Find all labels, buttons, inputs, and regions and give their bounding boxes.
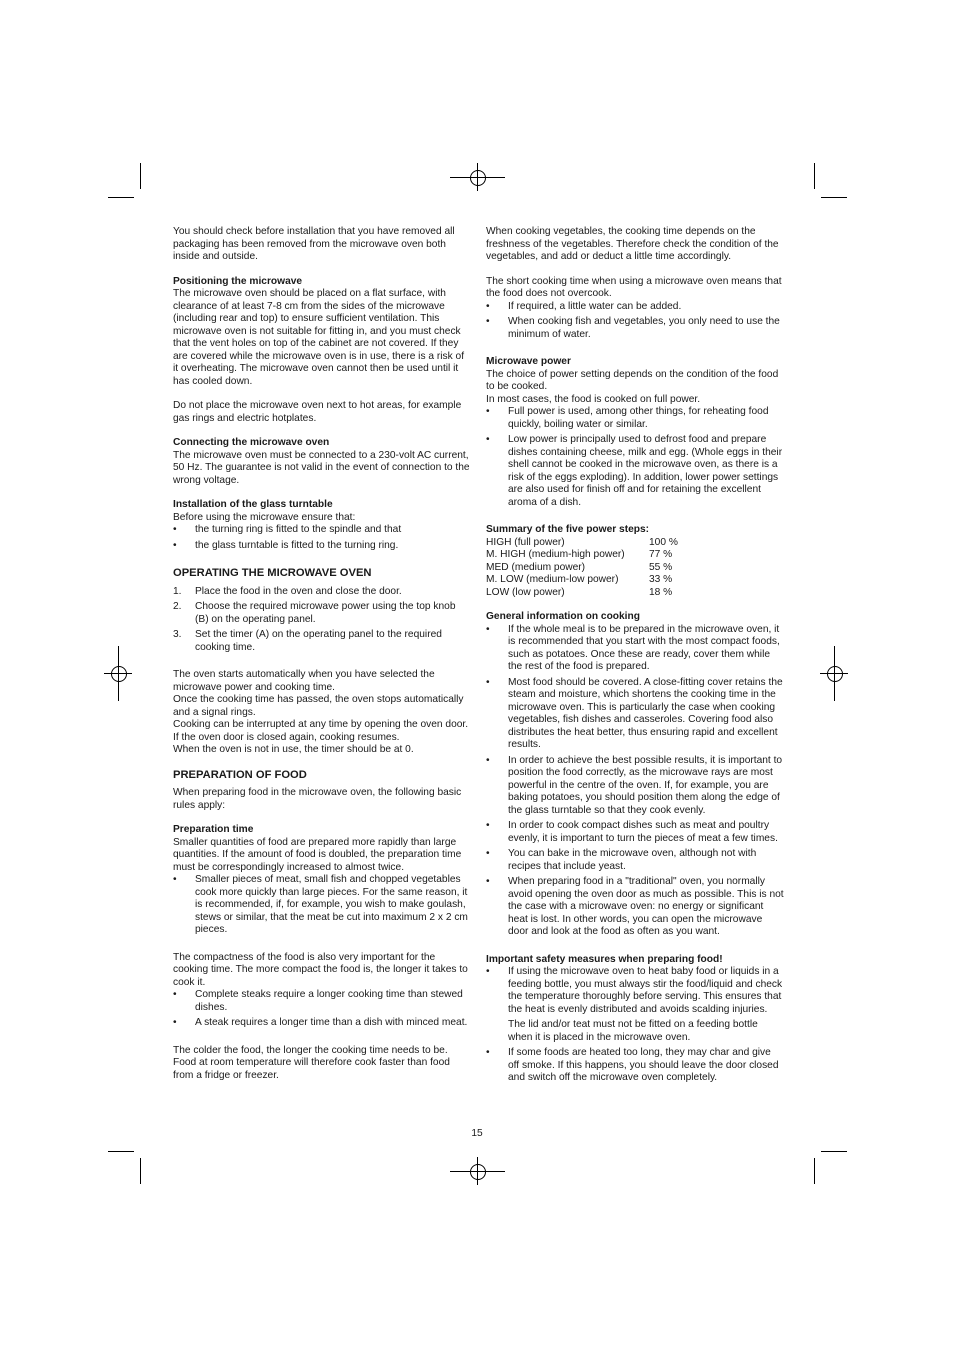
safety-list [486, 966, 784, 1085]
list-item: 1. Place the food in the oven and close the door. [173, 585, 402, 597]
compactness-paragraph: The compactness of the food is also very important for the cooking time. The more compact the food is, the longer it takes to cook it. [173, 951, 468, 988]
power-paragraph-2: In most cases, the food is cooked on full power. [486, 393, 701, 405]
crop-mark [108, 1151, 134, 1152]
crop-mark [821, 197, 847, 198]
table-row: M. LOW (medium-low power) 33 % [486, 574, 673, 585]
crop-mark [814, 163, 815, 189]
left-column [173, 226, 471, 1082]
safety-heading: Important safety measures when preparing food! [486, 953, 723, 965]
list-item: • If using the microwave oven to heat baby food or liquids in a feeding bottle, you must always stir the food/liquid and check the temperature thoroughly before serving. This ensures that the heat is evenly distributed and avoids scalding injuries. The lid and/or teat must not be fitted on a feeding bottle when it is placed in the microwave oven. [486, 966, 783, 1043]
general-list [486, 624, 784, 939]
table-row: M. HIGH (medium-high power) 77 % [486, 549, 673, 560]
list-item: 3. Set the timer (A) on the operating panel to the required cooking time. [173, 629, 442, 653]
positioning-heading: Positioning the microwave [173, 275, 303, 287]
cold-food-paragraph: The colder the food, the longer the cooking time needs to be. Food at room temperature will therefore cook faster than food from a fridge or freezer. [173, 1044, 450, 1081]
summary-heading: Summary of the five power steps: [486, 524, 650, 535]
list-item: • If the whole meal is to be prepared in the microwave oven, it is recommended that you start with the most compact foods, such as potatoes. Once these are ready, cover them while the rest of the food is prepared. [486, 623, 780, 672]
operating-paragraph: Cooking can be interrupted at any time by opening the oven door. If the oven door is closed again, cooking resumes. [173, 719, 469, 743]
operating-steps [173, 586, 471, 655]
list-item: • When cooking fish and vegetables, you only need to use the minimum of water. [486, 316, 780, 340]
list-item: • In order to achieve the best possible results, it is important to position the food correctly, as the microwave rays are most powerful in the centre of the oven. If, for example, you are baking potatoes, you should position them along the edge of the glass turntable so that they cook evenly. [486, 754, 783, 816]
power-heading: Microwave power [486, 356, 571, 367]
compactness-list [173, 989, 471, 1030]
crop-mark [108, 197, 134, 198]
list-item: • When preparing food in a "traditional" oven, you normally avoid opening the oven door as much as possible. This is not the case with a microwave oven: no energy or significant heat is lost. In other words, you can open the microwave door and look at the food as often as you want. [486, 876, 784, 937]
vegetables-paragraph: When cooking vegetables, the cooking time depends on the freshness of the vegetables. Therefore check the condition of the vegetables, and add or deduct a little time accordingly. [486, 226, 779, 262]
list-item: • Smaller pieces of meat, small fish and chopped vegetables cook more quickly than large pieces. For the same reason, it is recommended, if, for example, you wish to make goulash, stews or similar, that the meat be cut into maximum 2 x 2 cm pieces. [173, 874, 468, 935]
list-item: • Complete steaks require a longer cooking time than stewed dishes. [173, 989, 463, 1013]
power-paragraph: The choice of power setting depends on the condition of the food to be cooked. [486, 368, 779, 392]
crop-mark [140, 1158, 141, 1184]
positioning-paragraph-2: Do not place the microwave oven next to hot areas, for example gas rings and electric hotplates. [173, 400, 462, 424]
list-item: • You can bake in the microwave oven, although not with recipes that include yeast. [486, 848, 757, 872]
preparation-time-list [173, 874, 471, 937]
connecting-paragraph: The microwave oven must be connected to a 230-volt AC current, 50 Hz. The guarantee is not valid in the event of connection to the wrong voltage. [173, 449, 470, 486]
right-column [486, 226, 784, 1088]
connecting-heading: Connecting the microwave oven [173, 437, 330, 448]
operating-paragraph: Once the cooking time has passed, the oven stops automatically and a signal rings. [173, 694, 464, 718]
crop-mark [821, 1151, 847, 1152]
power-steps-table [486, 537, 678, 600]
list-item: • the glass turntable is fitted to the turning ring. [173, 539, 399, 551]
safety-note: The lid and/or teat must not be fitted on a feeding bottle when it is placed in the microwave oven. [508, 1019, 758, 1043]
general-heading: General information on cooking [486, 611, 640, 622]
list-item: • the turning ring is fitted to the spindle and that [173, 524, 402, 535]
table-row: HIGH (full power) 100 % [486, 536, 678, 548]
table-row: MED (medium power) 55 % [486, 561, 673, 573]
list-item: • If some foods are heated too long, they may char and give off smoke. If this happens, you should leave the door closed and switch off the microwave oven completely. [486, 1047, 779, 1083]
operating-paragraph: When the oven is not in use, the timer should be at 0. [173, 744, 414, 755]
turntable-list [173, 524, 471, 552]
crop-mark [814, 1158, 815, 1184]
preparation-time-paragraph: Smaller quantities of food are prepared more rapidly than large quantities. If the amount of food is doubled, the preparation time must be correspondingly increased to almost twice. [173, 836, 462, 873]
list-item: 2. Choose the required microwave power using the top knob (B) on the operating panel. [173, 601, 456, 625]
turntable-heading: Installation of the glass turntable [173, 499, 333, 510]
turntable-paragraph: Before using the microwave ensure that: [173, 511, 356, 523]
positioning-paragraph: The microwave oven should be placed on a flat surface, with clearance of at least 7-8 cm from the sides of the microwave (including rear and top) to ensure sufficient ventilation. This microwave oven is not suitable for fitting in, and you must check that the vent holes on top of the cabinet are not covered. If they are covered while the microwave oven is in use, there is a risk of it overheating. The microwave oven cannot then be used until it has cooled down. [173, 288, 465, 387]
list-item: • Low power is principally used to defrost food and prepare dishes containing cheese, milk and egg. (Whole eggs in their shell cannot be cooked in the microwave oven, as there is a risk of the eggs exploding). In addition, lower power settings are also used for finish off and for retaining the excellent aroma of a dish. [486, 434, 783, 508]
preparation-time-heading: Preparation time [173, 824, 254, 835]
page-number: 15 [471, 1128, 483, 1139]
list-item: • A steak requires a longer time than a dish with minced meat. [173, 1017, 468, 1028]
intro-paragraph: You should check before installation that you have removed all packaging has been removed from the microwave oven both inside and outside. [173, 226, 455, 262]
crop-mark [140, 163, 141, 189]
operating-paragraph: The oven starts automatically when you have selected the microwave power and cooking time. [173, 669, 435, 693]
list-item: • Most food should be covered. A close-fitting cover retains the steam and moisture, which shortens the cooking time in the microwave oven. This is particularly the case when cooking vegetables, fish dishes and casseroles. Covering food also distributes the heat better, thus ensuring rapid and excellent results. [486, 676, 783, 750]
table-row: LOW (low power) 18 % [486, 586, 673, 598]
list-item: • If required, a little water can be added. [486, 300, 682, 312]
preparation-paragraph: When preparing food in the microwave oven, the following basic rules apply: [173, 787, 462, 811]
list-item: • In order to cook compact dishes such as meat and poultry evenly, it is important to turn the pieces of meat a few times. [486, 820, 778, 844]
list-item: • Full power is used, among other things, for reheating food quickly, boiling water or similar. [486, 406, 769, 430]
power-list [486, 406, 784, 509]
preparation-heading: PREPARATION OF FOOD [173, 768, 307, 781]
short-time-list [486, 301, 784, 342]
short-time-paragraph: The short cooking time when using a microwave oven means that the food does not overcook. [486, 275, 782, 299]
operating-heading: OPERATING THE MICROWAVE OVEN [173, 567, 372, 579]
